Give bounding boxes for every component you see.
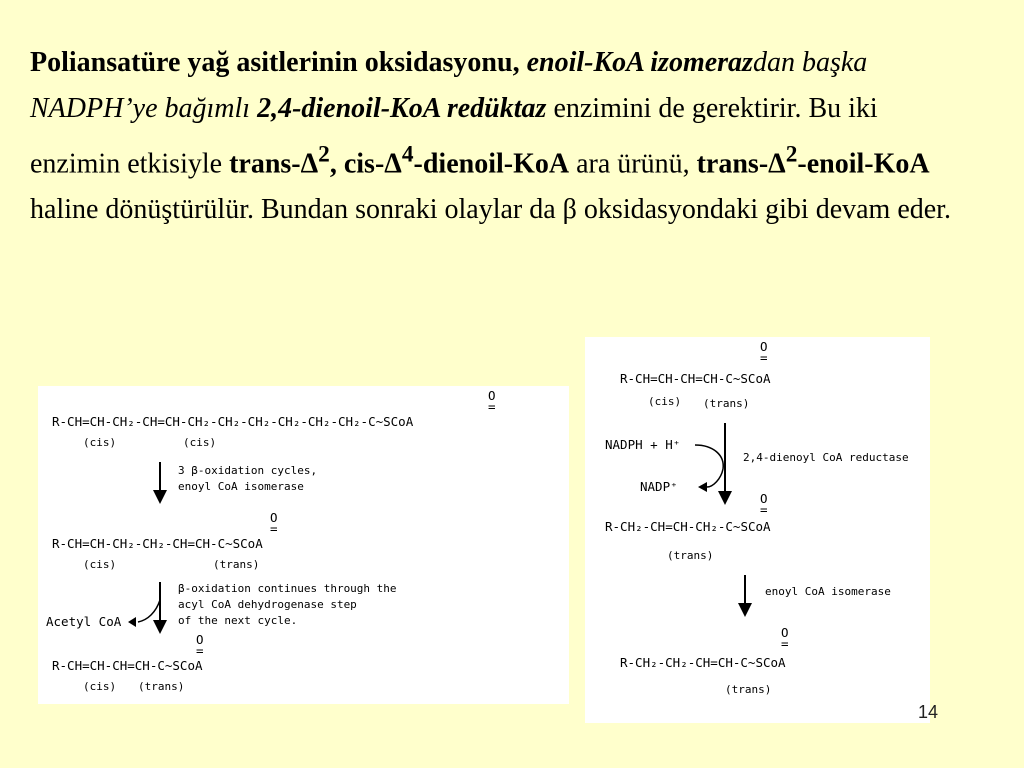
trans-label: (trans) [725,683,772,696]
trans-label: (trans) [703,397,750,410]
text-plain: enzimini de gerektirir. Bu iki enzimin etkisiyle [30,93,878,180]
double-bond: = [760,502,768,517]
text-bold: Poliansatüre yağ asitlerinin oksidasyonu, [30,47,527,78]
text-plain: oksidasyondaki gibi devam eder. [576,194,951,226]
cis-label: (cis) [183,436,217,449]
delta-symbol: Δ [300,148,319,180]
trans-enoyl-coa-formula: R-CH₂-CH₂-CH=CH-C~SCoA [620,655,786,670]
step-label: 3 β-oxidation cycles, [178,464,318,477]
enzyme-label: 2,4-dienoyl CoA reductase [743,451,909,464]
text-bold-italic: enoil-KoA izomeraz [526,47,753,78]
text-bold: trans- [229,148,301,180]
down-arrow-icon [738,575,752,617]
carbonyl-oxygen: O [196,632,204,647]
enoyl-coa-formula: R-CH₂-CH=CH-CH₂-C~SCoA [605,519,771,534]
double-bond: = [488,399,496,414]
carbonyl-oxygen: O [781,625,789,640]
acetyl-coa-label: Acetyl CoA [46,614,122,629]
text-bold-italic: 2,4-dienoil-KoA redüktaz [257,93,547,124]
double-bond: = [270,521,278,536]
trans-label: (trans) [138,680,185,693]
left-reaction-diagram [38,386,569,704]
down-arrow-icon [695,423,732,505]
dienoyl-coa-formula: R-CH=CH-CH=CH-C~SCoA [52,658,203,673]
text-plain: haline dönüştürülür. Bundan sonraki olaylar da [30,194,563,226]
text-bold: trans- [696,148,769,180]
trans-label: (trans) [667,549,714,562]
delta-symbol: Δ [768,148,786,180]
cis-label: (cis) [83,436,117,449]
step-label: β-oxidation continues through the [178,582,397,595]
right-reaction-diagram [585,337,930,723]
down-arrow-icon [128,582,167,634]
down-arrow-icon [153,462,167,504]
double-bond: = [781,636,789,651]
text-bold: -dienoil-KoA [413,148,570,180]
cis-label: (cis) [83,558,117,571]
step-label: acyl CoA dehydrogenase step [178,598,357,611]
carbonyl-oxygen: O [760,339,768,354]
step-label: of the next cycle. [178,614,298,627]
trans-label: (trans) [213,558,260,571]
cis-label: (cis) [648,395,682,408]
text-bold: -enoil-KoA [797,148,930,180]
enzyme-label: enoyl CoA isomerase [765,585,891,598]
intermediate-formula: R-CH=CH-CH₂-CH₂-CH=CH-C~SCoA [52,536,263,551]
page-number: 14 [918,702,939,722]
beta-symbol: β [562,194,577,226]
carbonyl-oxygen: O [488,388,496,403]
main-paragraph [30,40,960,233]
superscript: 2 [318,142,330,168]
fatty-acyl-coa-formula: R-CH=CH-CH₂-CH=CH-CH₂-CH₂-CH₂-CH₂-CH₂-CH₂-C~SCoA [52,414,414,429]
cis-label: (cis) [83,680,117,693]
superscript: 4 [401,142,414,168]
double-bond: = [760,350,768,365]
nadp-label: NADP⁺ [640,479,678,494]
step-label: enoyl CoA isomerase [178,480,304,493]
text-plain: ara ürünü, [569,148,697,180]
nadph-label: NADPH + H⁺ [605,437,681,452]
double-bond: = [196,643,204,658]
text-italic: dan başka NADPH’ye bağımlı [30,47,868,124]
carbonyl-oxygen: O [760,491,768,506]
delta-symbol: Δ [384,148,402,180]
carbonyl-oxygen: O [270,510,278,525]
dienoyl-coa-formula: R-CH=CH-CH=CH-C~SCoA [620,371,771,386]
text-bold: , cis- [329,148,385,180]
superscript: 2 [785,142,798,168]
